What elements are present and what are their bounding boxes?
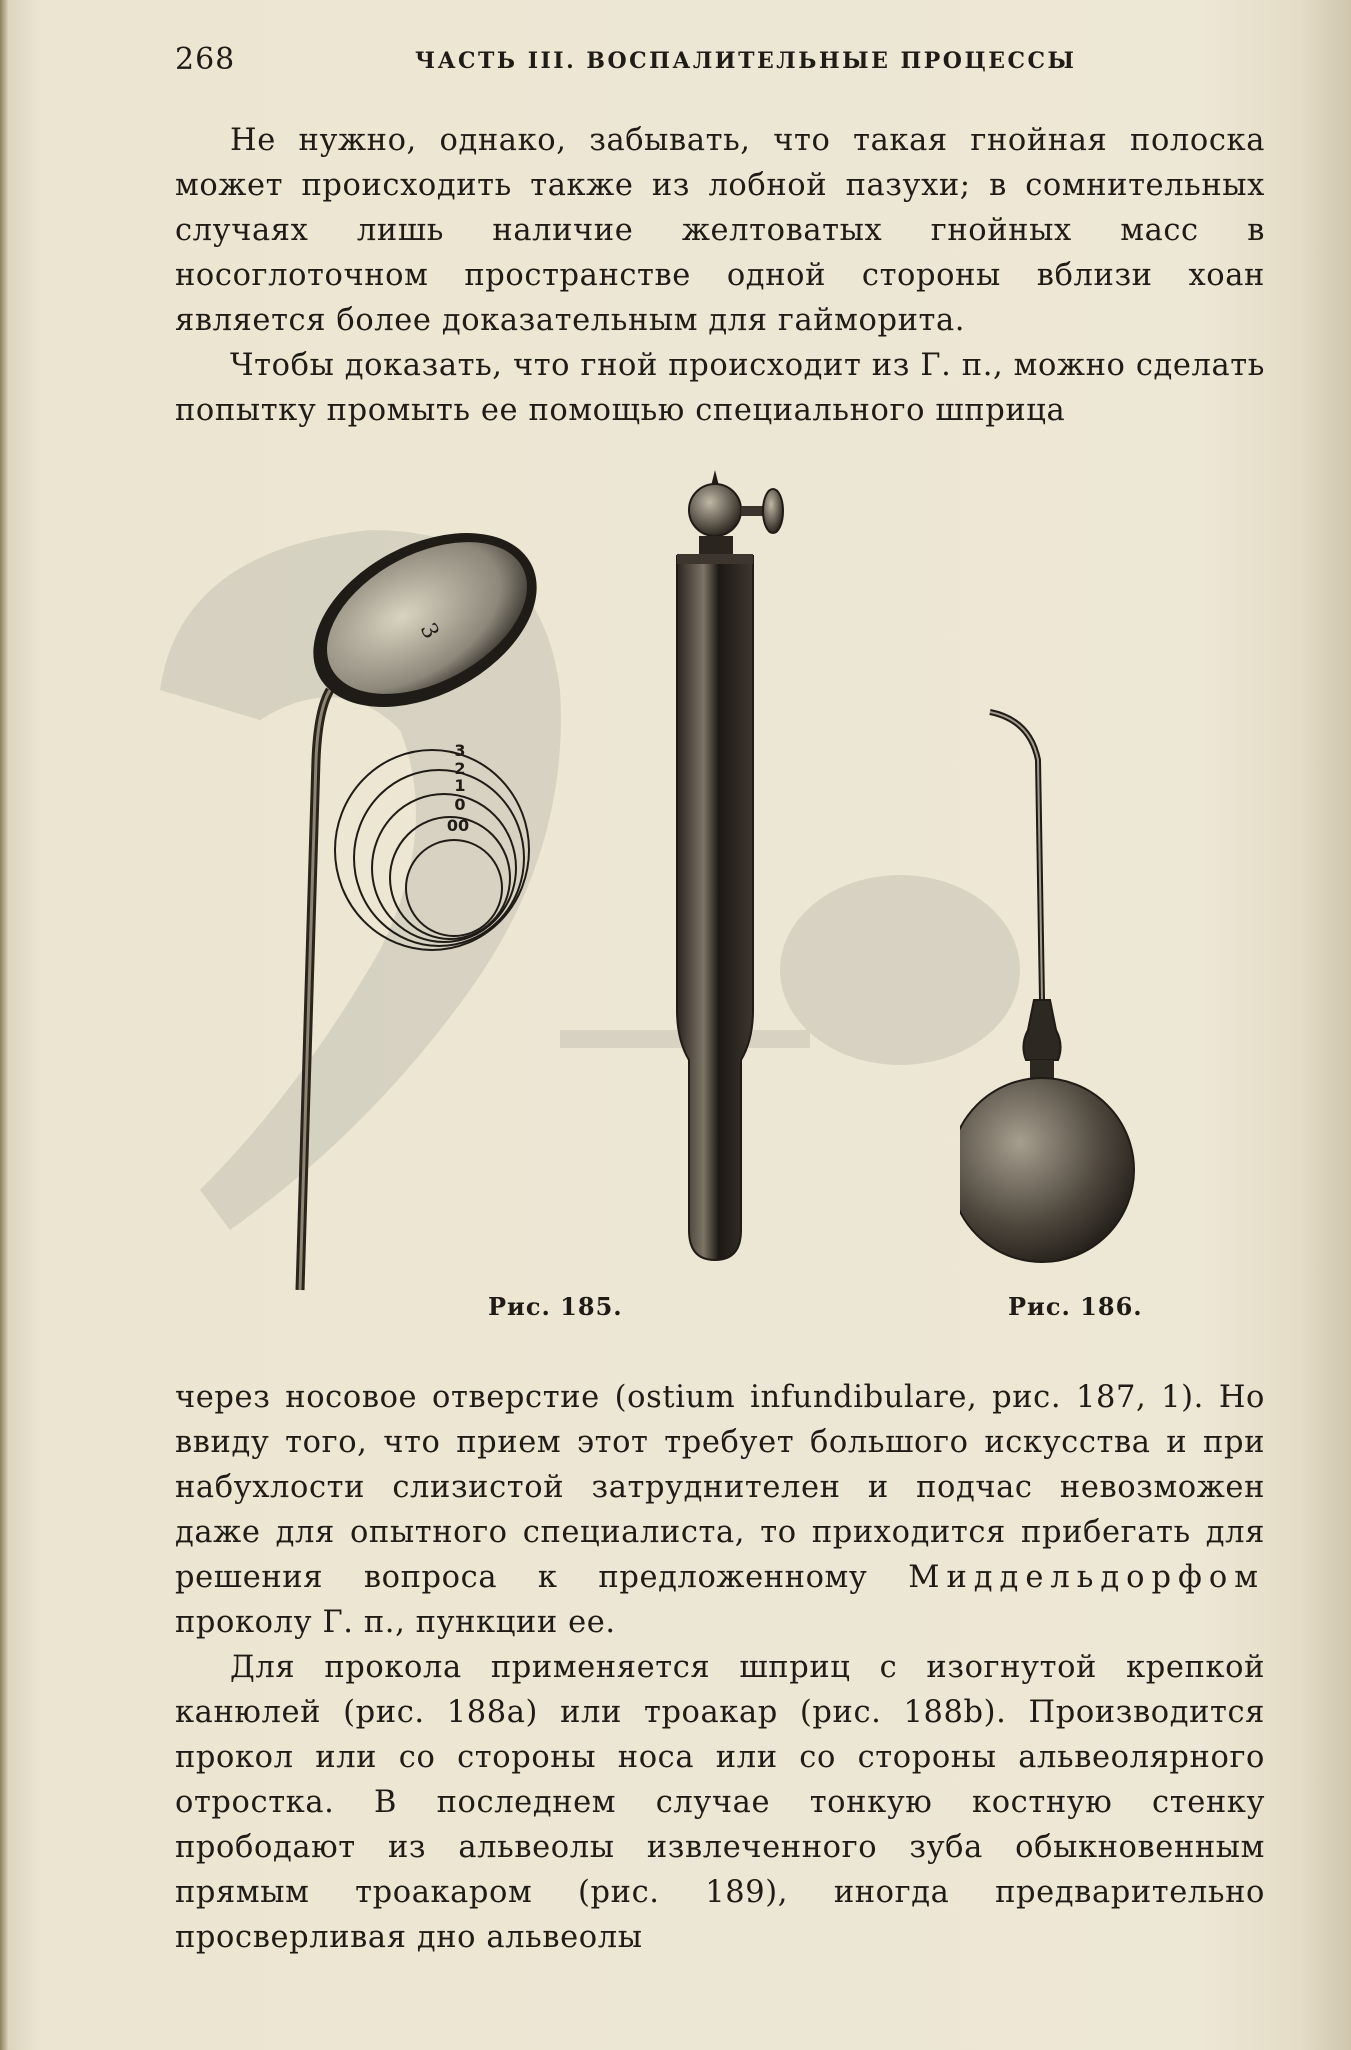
scale-label: 3	[454, 741, 466, 760]
page-number: 268	[175, 42, 236, 77]
paragraph: Чтобы доказать, что гной происходит из Г. п., можно сделать попытку промыть ее помощью специального шприца	[175, 348, 1265, 428]
paragraph: Для прокола применяется шприц с изогнутой крепкой канюлей (рис. 188a) или троакар (рис. 188b). Производится прокол или со стороны носа или со стороны альвеолярного отростка. В последнем случае тонкую костную стенку прободают из альвеолы извлеченного зуба обыкновенным прямым троакаром (рис. 189), иногда предварительно просверливая дно альвеолы	[175, 1650, 1265, 1955]
figure-185-head-mirror	[270, 520, 600, 1300]
paragraph: Не нужно, однако, забывать, что такая гнойная полоска может происходить также из лобной пазухи; в сомнительных случаях лишь наличие желтоватых гнойных масс в носоглоточном пространстве одной стороны вблизи хоан является более доказательным для гайморита.	[175, 123, 1265, 338]
figure-185-syringe	[655, 470, 825, 1270]
scale-label: 1	[454, 776, 466, 795]
scale-label: 00	[446, 816, 470, 835]
author-name: Миддельдорфом	[908, 1560, 1265, 1595]
continuation-text-end: проколу Г. п., пункции ее.	[175, 1605, 616, 1640]
mirror-number: 3	[414, 619, 444, 644]
figure-186-caption: Рис. 186.	[1008, 1292, 1143, 1321]
figure-185-caption: Рис. 185.	[488, 1292, 623, 1321]
scale-label: 0	[454, 795, 466, 814]
figure-186-bulb-syringe	[960, 700, 1180, 1280]
continuation-text: через носовое отверстие (ostium infundibulare, рис. 187, 1). Но ввиду того, что прием этот требует большого искусства и при набухлости слизистой затруднителен и подчас невозможен даже для опытного специалиста, то приходится прибегать для решения вопроса к предложенному	[175, 1380, 1265, 1595]
scale-label: 2	[454, 759, 466, 778]
running-head: ЧАСТЬ III. ВОСПАЛИТЕЛЬНЫЕ ПРОЦЕССЫ	[415, 48, 1077, 74]
paragraph-continuation	[175, 1375, 1265, 1645]
text-block-bottom	[175, 1375, 1265, 1960]
figures-row	[0, 460, 1351, 1330]
page-header	[175, 38, 1265, 82]
text-block-top	[175, 118, 1265, 433]
